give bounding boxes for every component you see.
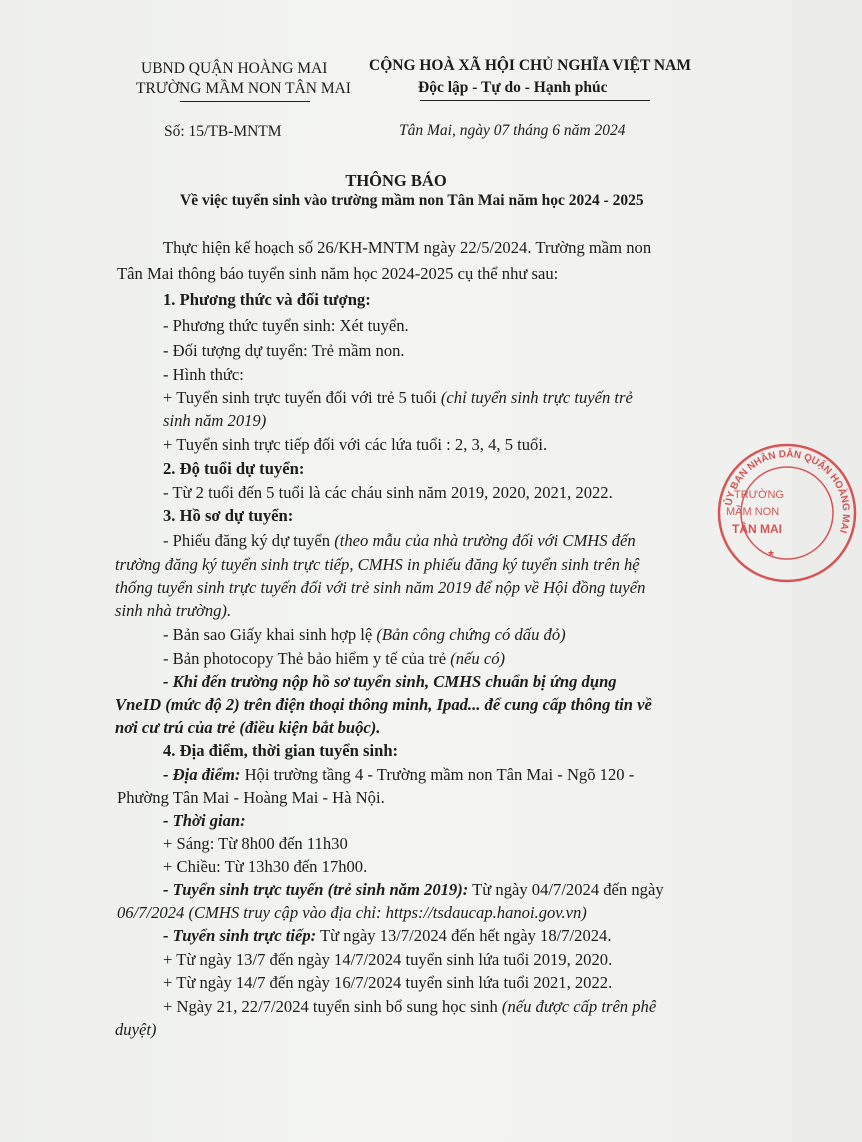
s4-afternoon: + Chiều: Từ 13h30 đến 17h00. (163, 857, 368, 876)
section1-heading: 1. Phương thức và đối tượng: (163, 290, 371, 309)
s4-direct-a: Từ ngày 13/7/2024 đến hết ngày 18/7/2024. (316, 926, 612, 945)
nation-underline (420, 100, 650, 101)
s4-d3 (163, 997, 656, 1017)
s4-d3-b: (nếu được cấp trên phê (501, 997, 657, 1016)
s4-online-label: - Tuyển sinh trực tuyến (trẻ sinh năm 2019): (163, 880, 469, 899)
intro-line1: Thực hiện kế hoạch số 26/KH-MNTM ngày 22/5/2024. Trường mầm non (163, 238, 652, 257)
seal-center-l2: MẦM NON (726, 506, 780, 518)
s3-insur-b: (nếu có) (450, 649, 506, 668)
s4-online-line1 (163, 880, 664, 900)
s3-birth-b: (Bản công chứng có dấu đỏ) (376, 625, 566, 644)
s4-online-b: 06/7/2024 (CMHS truy cập vào địa chỉ: https://tsdaucap.hanoi.gov.vn) (117, 903, 587, 922)
s1-online-a: + Tuyển sinh trực tuyến đối với trẻ 5 tuổi (163, 388, 441, 407)
s4-place-a: Hội trường tầng 4 - Trường mầm non Tân Mai - Ngõ 120 - (240, 765, 635, 784)
org-underline (180, 101, 310, 102)
s3-note-b: VneID (mức độ 2) trên điện thoại thông minh, Ipad... để cung cấp thông tin về (115, 695, 652, 714)
s4-place-line1 (163, 765, 634, 785)
org-line2: TRƯỜNG MẦM NON TÂN MAI (136, 80, 351, 97)
doc-title: THÔNG BÁO (345, 171, 447, 190)
s4-direct-line (163, 926, 612, 946)
nation-line2: Độc lập - Tự do - Hạnh phúc (418, 79, 608, 96)
s4-morning: + Sáng: Từ 8h00 đến 11h30 (163, 834, 348, 853)
s4-online-a: Từ ngày 04/7/2024 đến ngày (468, 880, 664, 899)
s1-target: - Đối tượng dự tuyển: Trẻ mầm non. (163, 341, 405, 360)
s4-d3-c: duyệt) (115, 1020, 157, 1039)
s3-birth (163, 625, 566, 645)
seal-star-icon: ★ (767, 548, 776, 558)
s3-insur (163, 649, 505, 669)
s1-online-c: sinh năm 2019) (163, 411, 267, 430)
s3-form-a: - Phiếu đăng ký dự tuyển (163, 531, 335, 550)
s3-note-a: - Khi đến trường nộp hồ sơ tuyển sinh, CMHS chuẩn bị ứng dụng (163, 672, 617, 691)
doc-subtitle: Về việc tuyển sinh vào trường mầm non Tân Mai năm học 2024 - 2025 (180, 192, 644, 209)
s3-form-c: trường đăng ký tuyển sinh trực tiếp, CMHS in phiếu đăng ký tuyển sinh trên hệ (115, 555, 640, 574)
s3-birth-a: - Bản sao Giấy khai sinh hợp lệ (163, 625, 377, 644)
s4-d3-a: + Ngày 21, 22/7/2024 tuyển sinh bổ sung học sinh (163, 997, 502, 1016)
s4-place-label: - Địa điểm: (163, 765, 241, 784)
s4-direct-label: - Tuyển sinh trực tiếp: (163, 926, 317, 945)
seal-ring-text: ỦY BAN NHÂN DÂN QUẬN HOÀNG MAI (723, 448, 852, 535)
school-seal (712, 438, 862, 588)
intro-line2: Tân Mai thông báo tuyển sinh năm học 2024-2025 cụ thể như sau: (117, 264, 559, 283)
s1-form: - Hình thức: (163, 365, 244, 384)
s3-form-e: sinh nhà trường). (115, 601, 232, 620)
s1-online (163, 388, 633, 408)
s4-place-b: Phường Tân Mai - Hoàng Mai - Hà Nội. (117, 788, 385, 807)
place-date: Tân Mai, ngày 07 tháng 6 năm 2024 (399, 122, 626, 139)
seal-center-l1: TRƯỜNG (734, 489, 784, 501)
s4-d1: + Từ ngày 13/7 đến ngày 14/7/2024 tuyển sinh lứa tuổi 2019, 2020. (163, 950, 613, 969)
nation-line1: CỘNG HOÀ XÃ HỘI CHỦ NGHĨA VIỆT NAM (369, 57, 691, 74)
s3-form-b: (theo mẫu của nhà trường đối với CMHS đến (334, 531, 636, 550)
s1-method: - Phương thức tuyển sinh: Xét tuyển. (163, 316, 409, 335)
s3-form-line1 (163, 531, 636, 551)
s3-form-d: thống tuyển sinh trực tuyến đối với trẻ sinh năm 2019 để nộp về Hội đồng tuyển (115, 578, 646, 597)
section2-heading: 2. Độ tuổi dự tuyển: (163, 459, 305, 478)
s3-note-c: nơi cư trú của trẻ (điều kiện bắt buộc). (115, 718, 381, 737)
org-line1: UBND QUẬN HOÀNG MAI (141, 60, 328, 77)
s4-d2: + Từ ngày 14/7 đến ngày 16/7/2024 tuyển sinh lứa tuổi 2021, 2022. (163, 973, 613, 992)
doc-number: Số: 15/TB-MNTM (164, 123, 282, 140)
seal-center-l3: TÂN MAI (732, 522, 782, 536)
section4-heading: 4. Địa điểm, thời gian tuyển sinh: (163, 741, 399, 760)
s3-insur-a: - Bản photocopy Thẻ bảo hiểm y tế của trẻ (163, 649, 451, 668)
s1-direct: + Tuyển sinh trực tiếp đối với các lứa tuổi : 2, 3, 4, 5 tuổi. (163, 435, 548, 454)
section3-heading: 3. Hồ sơ dự tuyển: (163, 506, 294, 525)
s2-ages: - Từ 2 tuổi đến 5 tuổi là các cháu sinh năm 2019, 2020, 2021, 2022. (163, 483, 613, 502)
s4-time-label: - Thời gian: (163, 811, 246, 830)
s1-online-b: (chỉ tuyển sinh trực tuyến trẻ (440, 388, 633, 407)
